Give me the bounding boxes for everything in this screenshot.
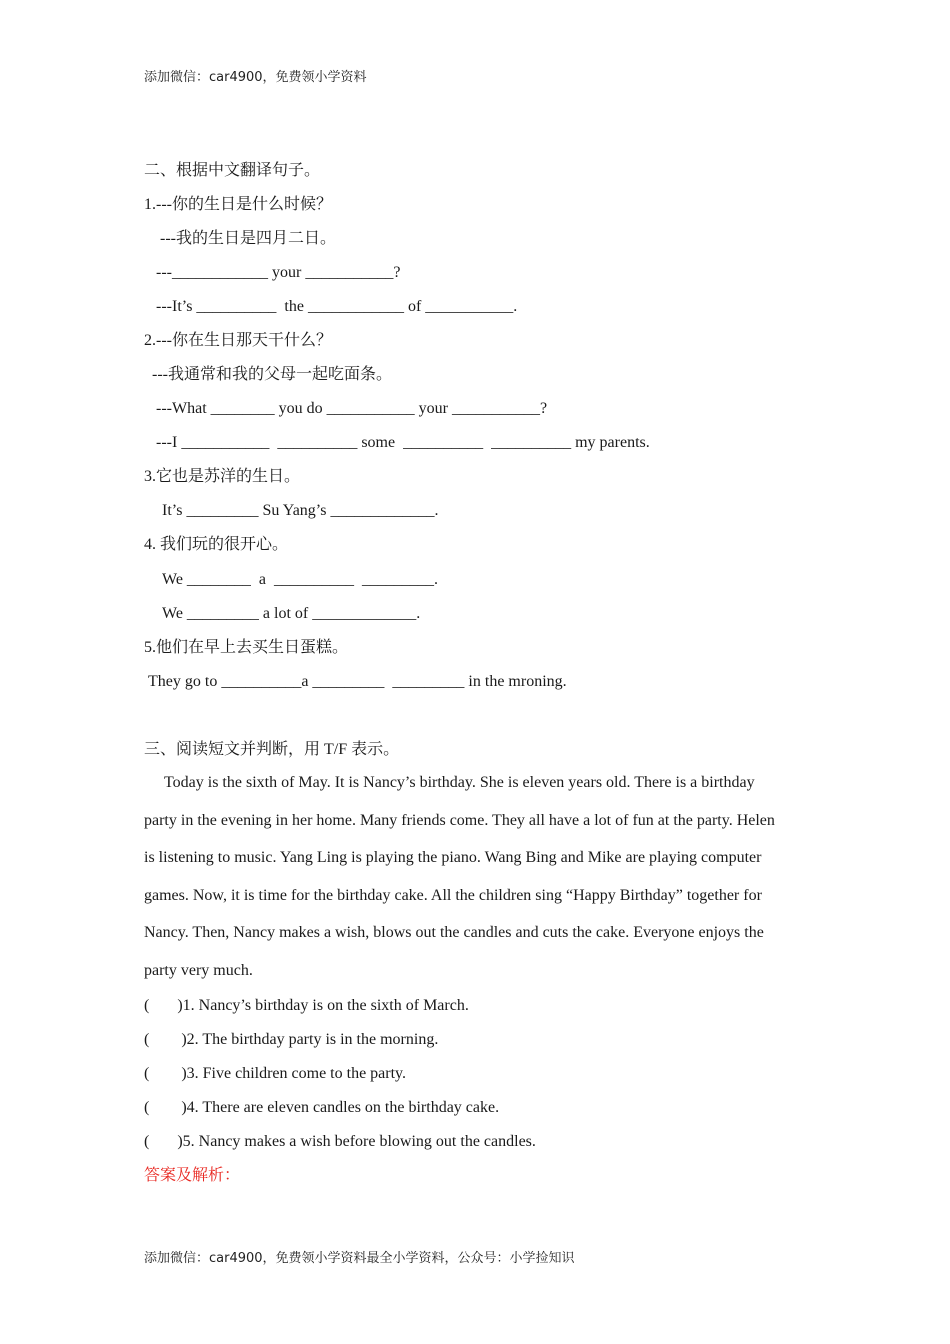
question-line: ---我的生日是四月二日。	[160, 230, 336, 247]
question-line: 5.他们在早上去买生日蛋糕。	[144, 639, 349, 656]
passage-line: party in the evening in her home. Many friends come. They all have a lot of fun at the party. Helen	[144, 811, 775, 829]
passage-line: games. Now, it is time for the birthday cake. All the children sing “Happy Birthday” together for	[144, 886, 762, 904]
true-false-question: ( )5. Nancy makes a wish before blowing out the candles.	[144, 1133, 536, 1150]
passage-line: party very much.	[144, 961, 253, 979]
true-false-question: ( )4. There are eleven candles on the birthday cake.	[144, 1099, 500, 1116]
answer-blank-line: It’s _________ Su Yang’s _____________.	[162, 502, 439, 519]
passage-line: Nancy. Then, Nancy makes a wish, blows out the candles and cuts the cake. Everyone enjoys the	[144, 924, 764, 941]
true-false-question: ( )2. The birthday party is in the morning.	[144, 1031, 439, 1048]
page-footer: 添加微信：car4900，免费领小学资料最全小学资料，公众号：小学捡知识	[144, 1251, 575, 1266]
section-2-title: 二、根据中文翻译句子。	[144, 162, 321, 179]
section-3-title: 三、阅读短文并判断，用 T/F 表示。	[144, 741, 400, 758]
question-line: 1.---你的生日是什么时候？	[144, 196, 332, 213]
answer-blank-line: We _________ a lot of _____________.	[162, 605, 421, 622]
passage-line: Today is the sixth of May. It is Nancy’s birthday. She is eleven years old. There is a birthday	[164, 774, 755, 791]
passage-line: is listening to music. Yang Ling is playing the piano. Wang Bing and Mike are playing computer	[144, 849, 762, 866]
answer-blank-line: ---I ___________ __________ some __________ __________ my parents.	[156, 434, 650, 451]
answer-blank-line: We ________ a __________ _________.	[162, 571, 439, 588]
answer-heading: 答案及解析：	[144, 1167, 241, 1184]
answer-blank-line: They go to __________a _________ _________ in the mroning.	[148, 673, 567, 690]
reading-passage	[144, 764, 814, 989]
question-line: ---我通常和我的父母一起吃面条。	[152, 366, 392, 383]
answer-blank-line: ---____________ your ___________?	[156, 264, 401, 281]
question-line: 4. 我们玩的很开心。	[144, 536, 289, 553]
true-false-question: ( )3. Five children come to the party.	[144, 1065, 406, 1082]
answer-blank-line: ---It’s __________ the ____________ of ___________.	[156, 298, 518, 315]
question-line: 3.它也是苏洋的生日。	[144, 468, 301, 485]
page-header: 添加微信：car4900，免费领小学资料	[144, 70, 367, 85]
answer-blank-line: ---What ________ you do ___________ your ___________?	[156, 400, 548, 417]
true-false-question: ( )1. Nancy’s birthday is on the sixth of March.	[144, 997, 469, 1014]
question-line: 2.---你在生日那天干什么？	[144, 332, 332, 349]
